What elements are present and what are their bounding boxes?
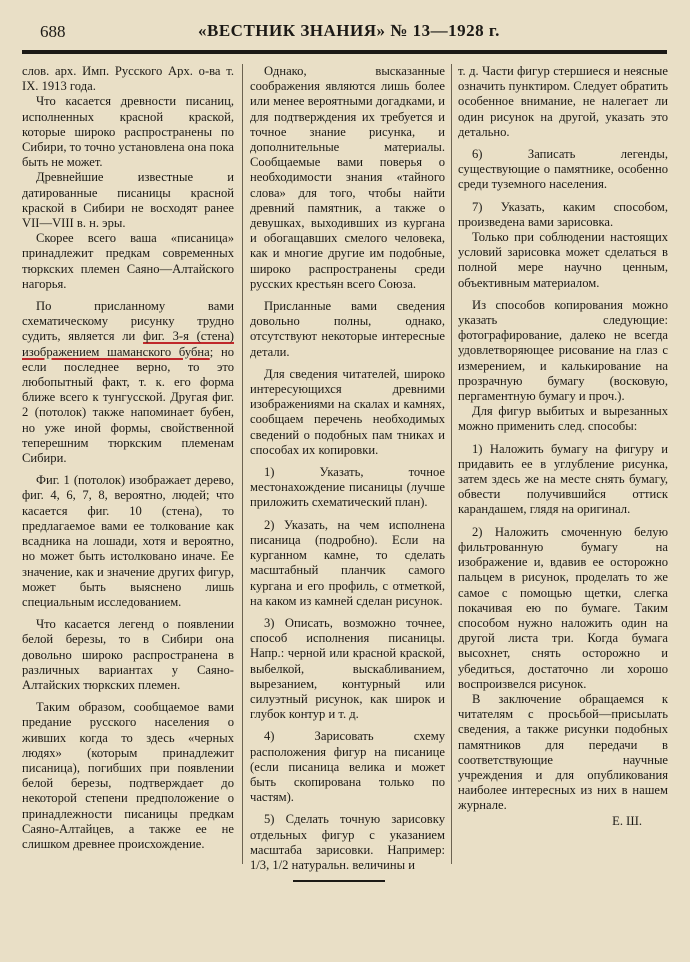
column-divider [242, 64, 243, 864]
paragraph: 5) Сделать точную зарисовку отдельных фигур с указанием масштаба зарисовки. Например: 1/3, 1/2 натуральн. величины и [250, 812, 445, 872]
paragraph: 3) Описать, возможно точнее, способ исполнения писаницы. Напр.: черной или красной краской, выбелкой, выскабливанием, вырезанием, контурный или силуэтный рисунок, как широк и глубок контур и т. д. [250, 615, 445, 722]
paragraph: 7) Указать, каким способом, произведена вами зарисовка. [458, 199, 668, 229]
page-number: 688 [40, 22, 66, 41]
paragraph: 2) Указать, на чем исполнена писаница (подробно). Если на курганном камне, то сделать масштабный планчик самого кургана и его профиль, с отметкой, на каком из камней сделан рисунок. [250, 517, 445, 608]
red-underlined-phrase: фиг. 3-я (стена) изображением шаманского бубна [22, 329, 235, 359]
text-run: По присланному вами схематическому рисунку трудно судить, является ли [22, 299, 234, 344]
paragraph: Для сведения читателей, широко интересующихся древними изображениями на скалах и камнях, сообщаем перечень необходимых сведений о подобных пам тниках и способах их копировки. [250, 366, 445, 457]
paragraph: 4) Зарисовать схему расположения фигур на писанице (если писаница велика и может быть скопирована только по частям). [250, 729, 445, 805]
paragraph: Только при соблюдении настоящих условий зарисовка может сделаться в полной мере научно ценным, объективным материалом. [458, 230, 668, 290]
paragraph: 2) Наложить смоченную белую фильтрованную бумагу на изображение и, вдавив ее осторожно пальцем в рисунок, проделать то же самое с помощью щетки, слегка покачивая ею по бумаге. Таким способом нужно наложить один на другой листа три. Когда бумага высохнет, снять осторожно и убедиться, достаточно ли хорошо воспроизвелся рисунок. [458, 524, 668, 691]
page-header [38, 20, 653, 46]
paragraph: 6) Записать легенды, существующие о памятнике, особенно среди туземного населения. [458, 147, 668, 192]
journal-title: «ВЕСТНИК ЗНАНИЯ» № 13—1928 г. [198, 21, 500, 40]
column-1 [22, 64, 234, 852]
column-2 [250, 64, 445, 873]
paragraph: Фиг. 1 (потолок) изображает дерево, фиг. 4, 6, 7, 8, вероятно, людей; что касается фиг. 10 (стена), то предлагаемое вами ее толкование как всадника на лошади, хотя и вероятно, но может быть истолковано иначе. Ее значение, как и значение других фигур, может быть выяснено лишь специальным исследованием. [22, 473, 234, 609]
paragraph: В заключение обращаемся к читателям с просьбой—присылать сведения, а также рисунки подобных памятников для передачи в соответствующие научные учреждения и для опубликования наиболее интересных из них в нашем журнале. [458, 691, 668, 813]
paragraph: Древнейшие известные и датированные писаницы красной краской в Сибири не восходят ранее VII—VIII в. н. эры. [22, 170, 234, 231]
paragraph: Присланные вами сведения довольно полны, однако, отсутствуют некоторые интересные детали. [250, 299, 445, 359]
text-run: ; но если последнее верно, то это любопытный факт, т. к. его форма ближе всего к тунгусской. Другая фиг. 2 (потолок) также напоминает бубен, но уже иной формы, свойственной теперешним тюркским племенам Сибири. [22, 344, 234, 466]
paragraph [22, 299, 234, 466]
paragraph: т. д. Части фигур стершиеся и неясные означить пунктиром. Следует обратить особенное внимание, не налегает ли один рисунок на другой, указать это детально. [458, 64, 668, 139]
column-3 [458, 64, 668, 829]
paragraph: Для фигур выбитых и вырезанных можно применить след. способы: [458, 404, 668, 434]
paragraph: Из способов копирования можно указать следующие: фотографирование, далеко не всегда удовлетворяющее рисование на глаз с измерением, и калькирование на прозрачную бумагу (восковую, пергаментную бумагу и проч.). [458, 297, 668, 404]
header-rule [22, 50, 667, 54]
paragraph: 1) Наложить бумагу на фигуру и придавить ее в углубление рисунка, затем здесь же на месте снять бумагу, обвести получившийся оттиск карандашем, глядя на оригинал. [458, 441, 668, 517]
paragraph: слов. арх. Имп. Русского Арх. о-ва т. IX. 1913 года. [22, 64, 234, 94]
paragraph: Таким образом, сообщаемое вами предание русского населения о живших когда то здесь «черных людях» (которым принадлежит писаница), погибших при появлении белой березы, подтверждает до некоторой степени предположение о принадлежности писаницы предкам Саяно-Алтайцев, а также ее не слишком древнее происхождение. [22, 700, 234, 851]
paragraph: 1) Указать, точное местонахождение писаницы (лучше приложить схематический план). [250, 465, 445, 510]
column-divider [451, 64, 452, 864]
paragraph: Что касается легенд о появлении белой березы, то в Сибири она довольно широко распространена в различных вариантах у Саяно-Алтайских тюркских племен. [22, 617, 234, 692]
paragraph: Что касается древности писаниц, исполненных красной краской, которые широко распространены по Сибири, то точно установлена она пока быть не может. [22, 94, 234, 170]
paragraph: Однако, высказанные соображения являются лишь более или менее вероятными догадками, и для подтверждения их требуется и точное знание рисунка, и дополнительные материалы. Сообщаемые вами поверья о необходимости знания «тайного слова» для того, чтобы найти древний памятник, а также о девушках, выходивших из кургана и обогащавших смелого человека, как и многие другие им подобные, широко распространены среди русских крестьян всего Союза. [250, 64, 445, 291]
paragraph: Скорее всего ваша «писаница» принадлежит предкам современных тюркских племен Саяно—Алтайского нагорья. [22, 231, 234, 291]
end-rule [293, 880, 385, 882]
author-signature: Е. Ш. [612, 813, 642, 828]
